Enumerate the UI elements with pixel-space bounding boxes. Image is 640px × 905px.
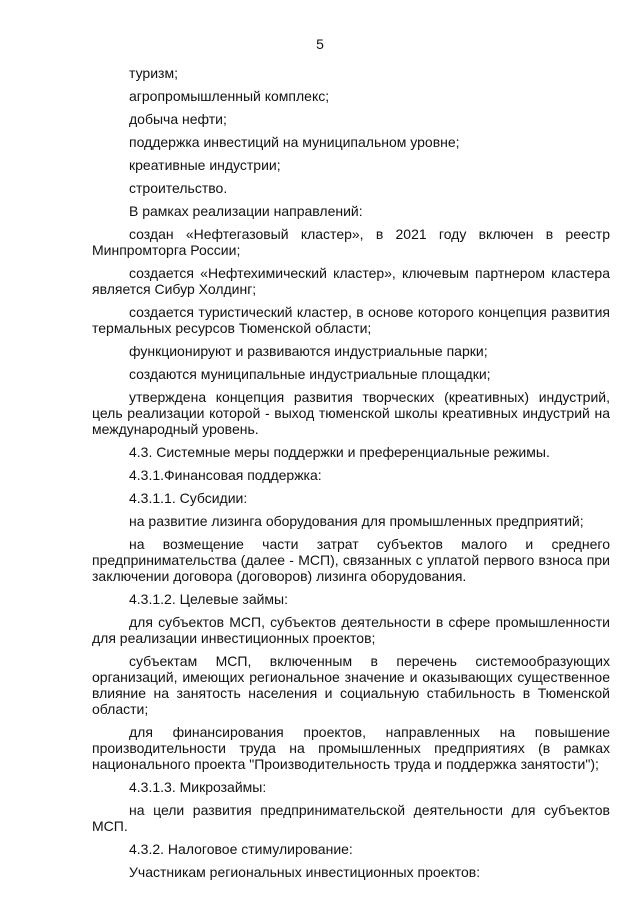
paragraph: для финансирования проектов, направленных на повышение производительности труда на промышленных предприятиях (в рамках национального проекта "Производительность труда и поддержка занятости"); [92,724,610,772]
paragraph: креативные индустрии; [129,157,281,173]
paragraph: функционируют и развиваются индустриальные парки; [129,343,488,359]
paragraph: строительство. [129,180,228,196]
paragraph: 4.3.1.Финансовая поддержка: [129,467,322,483]
paragraph: 4.3. Системные меры поддержки и преференциальные режимы. [129,444,550,460]
paragraph: на развитие лизинга оборудования для промышленных предприятий; [129,513,584,529]
paragraph: утверждена концепция развития творческих (креативных) индустрий, цель реализации которой - выход тюменской школы креативных индустрий на международный уровень. [92,389,610,437]
paragraph: 4.3.1.3. Микрозаймы: [129,779,267,795]
paragraph: поддержка инвестиций на муниципальном уровне; [129,134,460,150]
paragraph: создается туристический кластер, в основе которого концепция развития термальных ресурсов Тюменской области; [92,304,610,336]
paragraph: агропромышленный комплекс; [129,88,330,104]
paragraph: добыча нефти; [129,111,227,127]
paragraph: для субъектов МСП, субъектов деятельности в сфере промышленности для реализации инвестиционных проектов; [92,614,610,646]
page-number: 5 [316,36,324,52]
paragraph: создан «Нефтегазовый кластер», в 2021 году включен в реестр Минпромторга России; [92,226,610,258]
paragraph: 4.3.1.1. Субсидии: [129,490,248,506]
paragraph: В рамках реализации направлений: [129,203,363,219]
paragraph: туризм; [129,65,178,81]
paragraph: 4.3.1.2. Целевые займы: [129,591,289,607]
paragraph: Участникам региональных инвестиционных проектов: [129,864,481,880]
paragraph: на возмещение части затрат субъектов малого и среднего предпринимательства (далее - МСП), связанных с уплатой первого взноса при заключении договора (договоров) лизинга оборудования. [92,536,610,584]
paragraph: создается «Нефтехимический кластер», ключевым партнером кластера является Сибур Холдинг; [92,265,610,297]
paragraph: на цели развития предпринимательской деятельности для субъектов МСП. [92,802,610,834]
paragraph: субъектам МСП, включенным в перечень системообразующих организаций, имеющих региональное значение и оказывающих существенное влияние на занятость населения и социальную стабильность в Тюменской области; [92,653,610,717]
document-body [92,65,610,887]
paragraph: создаются муниципальные индустриальные площадки; [129,366,491,382]
paragraph: 4.3.2. Налоговое стимулирование: [129,841,353,857]
